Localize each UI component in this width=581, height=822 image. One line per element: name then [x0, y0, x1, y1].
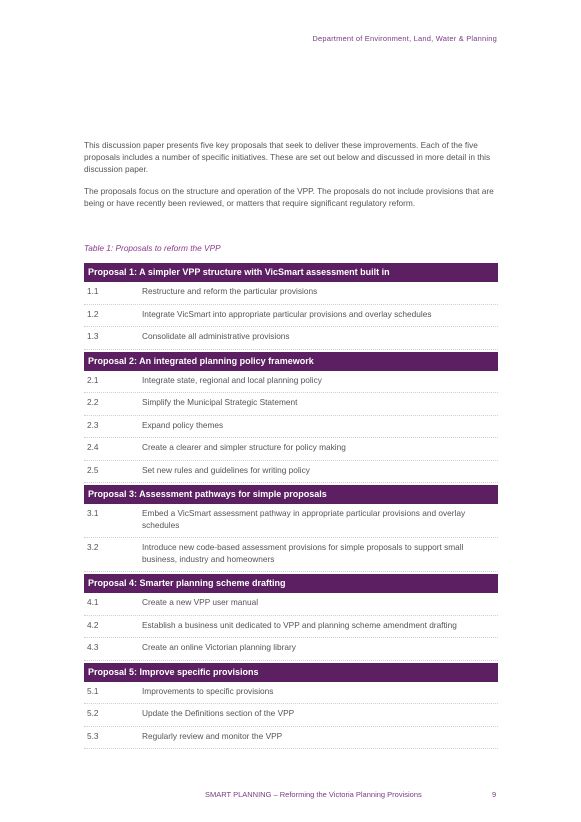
initiative-text: Restructure and reform the particular provisions	[142, 286, 318, 296]
proposal-heading: Proposal 3: Assessment pathways for simple proposals	[84, 485, 498, 504]
table-row	[84, 329, 498, 350]
initiative-number: 2.1	[87, 374, 99, 385]
initiative-text: Update the Definitions section of the VPP	[142, 708, 295, 718]
initiative-text: Create a clearer and simpler structure for policy making	[142, 442, 346, 452]
initiative-number: 3.1	[87, 508, 99, 518]
table-row	[84, 640, 498, 661]
table-row	[84, 684, 498, 705]
table-row	[84, 373, 498, 394]
table-row	[84, 540, 498, 572]
initiative-number: 3.2	[87, 542, 99, 552]
initiative-number: 4.1	[87, 597, 99, 607]
proposals-table	[84, 263, 498, 751]
table-caption: Table 1: Proposals to reform the VPP	[84, 243, 221, 253]
proposal-heading: Proposal 5: Improve specific provisions	[84, 663, 498, 682]
initiative-number: 4.3	[87, 642, 99, 652]
initiative-text: Embed a VicSmart assessment pathway in appropriate particular provisions and overlay schedules	[142, 508, 466, 530]
table-row	[84, 284, 498, 305]
table-row	[84, 418, 498, 439]
initiative-text: Integrate VicSmart into appropriate particular provisions and overlay schedules	[142, 308, 432, 319]
initiative-text: Consolidate all administrative provisions	[142, 331, 290, 341]
proposal-heading: Proposal 4: Smarter planning scheme drafting	[84, 574, 498, 593]
initiative-number: 5.2	[87, 708, 99, 718]
initiative-number: 1.3	[87, 331, 99, 341]
intro-paragraph-2: The proposals focus on the structure and operation of the VPP. The proposals do not include provisions that are being or have recently been reviewed, or matters that require significant regulatory reform.	[84, 186, 494, 208]
initiative-text: Regularly review and monitor the VPP	[142, 730, 283, 741]
table-row	[84, 706, 498, 727]
page-number: 9	[492, 790, 497, 799]
table-row	[84, 440, 498, 461]
initiative-number: 4.2	[87, 619, 99, 630]
initiative-number: 1.2	[87, 308, 99, 319]
table-row	[84, 729, 498, 750]
table-row	[84, 506, 498, 538]
initiative-number: 1.1	[87, 286, 99, 296]
table-row	[84, 395, 498, 416]
initiative-text: Create an online Victorian planning library	[142, 642, 296, 652]
initiative-text: Improvements to specific provisions	[142, 685, 274, 696]
page-footer-title: SMART PLANNING – Reforming the Victoria Planning Provisions	[205, 790, 422, 799]
initiative-number: 2.5	[87, 464, 99, 475]
initiative-text: Set new rules and guidelines for writing policy	[142, 464, 310, 475]
initiative-text: Integrate state, regional and local planning policy	[142, 374, 322, 385]
initiative-text: Establish a business unit dedicated to VPP and planning scheme amendment drafting	[142, 619, 457, 630]
initiative-text: Introduce new code-based assessment provisions for simple proposals to support small business, industry and homeowners	[142, 542, 464, 564]
page-header-department: Department of Environment, Land, Water & Planning	[312, 34, 497, 43]
initiative-text: Expand policy themes	[142, 419, 224, 430]
initiative-number: 5.3	[87, 730, 99, 741]
initiative-number: 2.2	[87, 397, 99, 407]
table-row	[84, 307, 498, 328]
proposal-heading: Proposal 1: A simpler VPP structure with VicSmart assessment built in	[84, 263, 498, 282]
proposal-heading: Proposal 2: An integrated planning policy framework	[84, 352, 498, 371]
initiative-number: 5.1	[87, 685, 99, 696]
initiative-number: 2.4	[87, 442, 99, 452]
table-row	[84, 463, 498, 484]
initiative-number: 2.3	[87, 419, 99, 430]
intro-paragraph-1: This discussion paper presents five key proposals that seek to deliver these improvements. Each of the five proposals includes a number of specific initiatives. These are set out below and discussed in more detail in this discussion paper.	[84, 140, 491, 174]
table-row	[84, 595, 498, 616]
initiative-text: Create a new VPP user manual	[142, 597, 259, 607]
initiative-text: Simplify the Municipal Strategic Statement	[142, 397, 298, 407]
table-row	[84, 618, 498, 639]
